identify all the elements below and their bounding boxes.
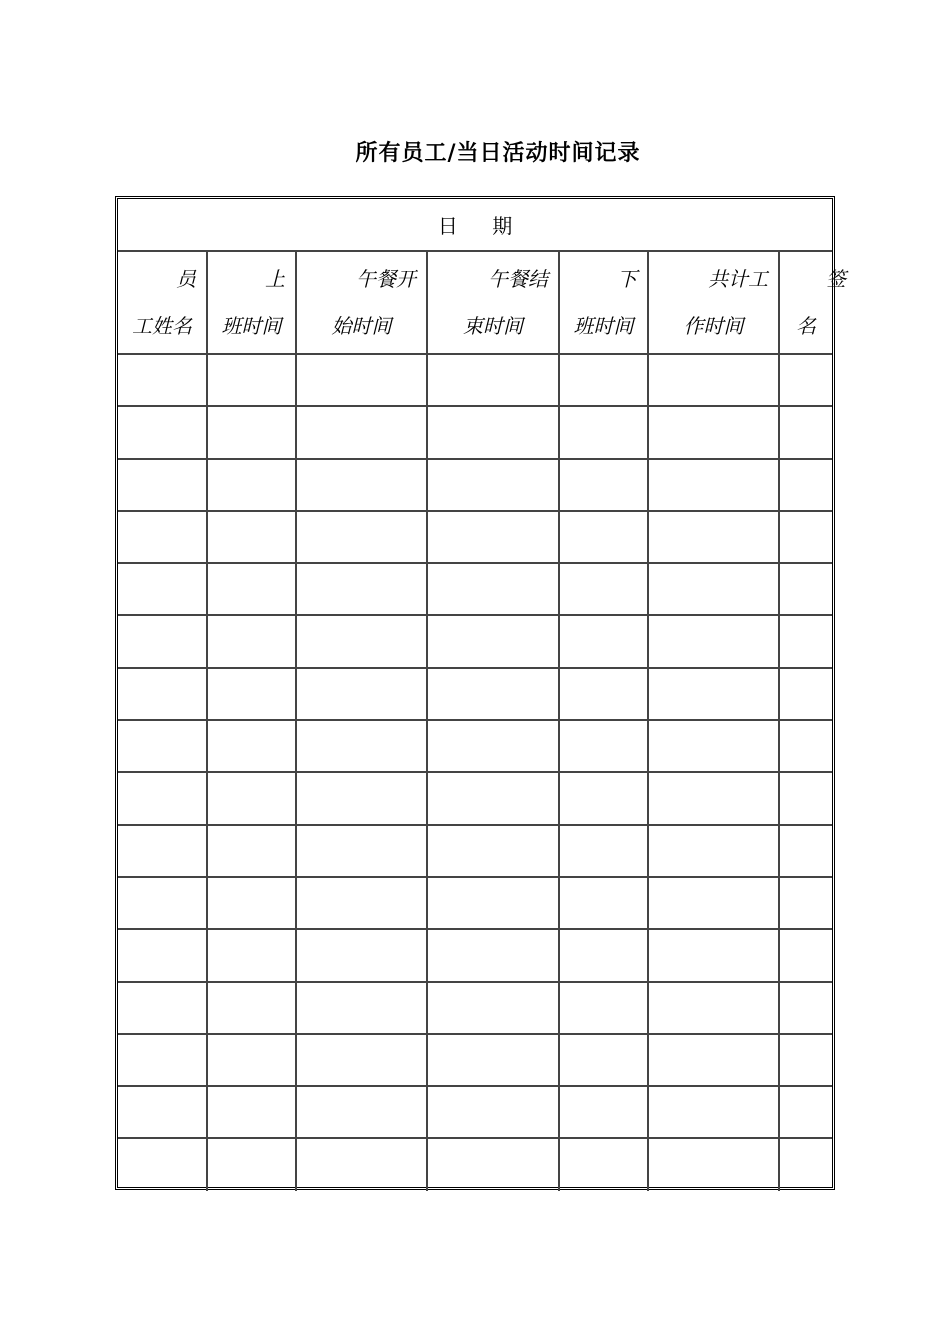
clock-out-cell[interactable] (559, 877, 648, 929)
table-row (118, 877, 832, 929)
header-lunch-start-time (296, 251, 427, 354)
table-row (118, 354, 832, 406)
lunch-start-cell[interactable] (296, 615, 427, 667)
header-line: 午餐开 (356, 267, 416, 291)
total-work-time-cell[interactable] (648, 877, 779, 929)
header-line: 上 (265, 267, 285, 291)
header-line: 作时间 (683, 314, 744, 338)
header-line: 下 (617, 267, 637, 291)
table-row (118, 668, 832, 720)
employee-name-cell[interactable] (118, 877, 207, 929)
clock-in-cell[interactable] (207, 1034, 296, 1086)
clock-in-cell[interactable] (207, 615, 296, 667)
employee-name-cell[interactable] (118, 459, 207, 511)
total-work-time-cell[interactable] (648, 982, 779, 1034)
header-line: 班时间 (221, 314, 282, 338)
lunch-end-cell[interactable] (427, 1086, 559, 1138)
employee-name-cell[interactable] (118, 354, 207, 406)
clock-in-cell[interactable] (207, 459, 296, 511)
header-line: 班时间 (573, 314, 634, 338)
signature-cell[interactable] (779, 1138, 832, 1190)
signature-cell[interactable] (779, 563, 832, 615)
total-work-time-cell[interactable] (648, 668, 779, 720)
lunch-start-cell[interactable] (296, 668, 427, 720)
clock-out-cell[interactable] (559, 1138, 648, 1190)
clock-out-cell[interactable] (559, 406, 648, 458)
total-work-time-cell[interactable] (648, 615, 779, 667)
clock-out-cell[interactable] (559, 615, 648, 667)
table-row (118, 772, 832, 824)
total-work-time-cell[interactable] (648, 772, 779, 824)
header-line: 始时间 (331, 314, 392, 338)
employee-name-cell[interactable] (118, 406, 207, 458)
lunch-start-cell[interactable] (296, 772, 427, 824)
clock-in-cell[interactable] (207, 825, 296, 877)
header-line: 束时间 (463, 314, 523, 338)
signature-cell[interactable] (779, 825, 832, 877)
header-line: 工姓名 (132, 314, 192, 338)
lunch-start-cell[interactable] (296, 929, 427, 981)
signature-cell[interactable] (779, 1034, 832, 1086)
clock-out-cell[interactable] (559, 459, 648, 511)
lunch-end-cell[interactable] (427, 1034, 559, 1086)
clock-out-cell[interactable] (559, 982, 648, 1034)
table-row (118, 406, 832, 458)
lunch-end-cell[interactable] (427, 406, 559, 458)
total-work-time-cell[interactable] (648, 354, 779, 406)
employee-name-cell[interactable] (118, 825, 207, 877)
lunch-start-cell[interactable] (296, 354, 427, 406)
lunch-end-cell[interactable] (427, 825, 559, 877)
header-line: 名 (796, 314, 817, 338)
signature-cell[interactable] (779, 511, 832, 563)
employee-name-cell[interactable] (118, 1034, 207, 1086)
table-row (118, 720, 832, 772)
header-clock-out-time (559, 251, 648, 354)
clock-in-cell[interactable] (207, 929, 296, 981)
lunch-end-cell[interactable] (427, 615, 559, 667)
header-total-work-time (648, 251, 779, 354)
total-work-time-cell[interactable] (648, 563, 779, 615)
record-rows (118, 354, 832, 1191)
total-work-time-cell[interactable] (648, 825, 779, 877)
clock-out-cell[interactable] (559, 772, 648, 824)
total-work-time-cell[interactable] (648, 1138, 779, 1190)
total-work-time-cell[interactable] (648, 1034, 779, 1086)
signature-cell[interactable] (779, 982, 832, 1034)
total-work-time-cell[interactable] (648, 1086, 779, 1138)
table-row (118, 929, 832, 981)
lunch-end-cell[interactable] (427, 563, 559, 615)
lunch-end-cell[interactable] (427, 877, 559, 929)
lunch-end-cell[interactable] (427, 668, 559, 720)
lunch-end-cell[interactable] (427, 459, 559, 511)
clock-in-cell[interactable] (207, 982, 296, 1034)
signature-cell[interactable] (779, 615, 832, 667)
employee-name-cell[interactable] (118, 511, 207, 563)
clock-in-cell[interactable] (207, 563, 296, 615)
employee-name-cell[interactable] (118, 772, 207, 824)
employee-name-cell[interactable] (118, 563, 207, 615)
signature-cell[interactable] (779, 1086, 832, 1138)
clock-out-cell[interactable] (559, 720, 648, 772)
table-row (118, 982, 832, 1034)
header-signature (779, 251, 846, 354)
header-clock-in-time (207, 251, 296, 354)
employee-name-cell[interactable] (118, 1086, 207, 1138)
clock-out-cell[interactable] (559, 1034, 648, 1086)
signature-cell[interactable] (779, 720, 832, 772)
table-row (118, 1086, 832, 1138)
employee-name-cell[interactable] (118, 720, 207, 772)
lunch-start-cell[interactable] (296, 1034, 427, 1086)
lunch-start-cell[interactable] (296, 720, 427, 772)
table-row (118, 1034, 832, 1086)
lunch-end-cell[interactable] (427, 720, 559, 772)
clock-out-cell[interactable] (559, 668, 648, 720)
lunch-end-cell[interactable] (427, 982, 559, 1034)
clock-in-cell[interactable] (207, 1086, 296, 1138)
date-cell[interactable] (118, 199, 832, 251)
total-work-time-cell[interactable] (648, 511, 779, 563)
lunch-end-cell[interactable] (427, 354, 559, 406)
employee-name-cell[interactable] (118, 615, 207, 667)
clock-in-cell[interactable] (207, 406, 296, 458)
page-title: 所有员工/当日活动时间记录 (355, 140, 641, 166)
lunch-start-cell[interactable] (296, 563, 427, 615)
clock-in-cell[interactable] (207, 772, 296, 824)
lunch-end-cell[interactable] (427, 1138, 559, 1190)
signature-cell[interactable] (779, 459, 832, 511)
lunch-start-cell[interactable] (296, 1138, 427, 1190)
total-work-time-cell[interactable] (648, 406, 779, 458)
clock-in-cell[interactable] (207, 720, 296, 772)
table-row (118, 563, 832, 615)
lunch-end-cell[interactable] (427, 511, 559, 563)
activity-time-record-form (115, 196, 846, 1190)
clock-out-cell[interactable] (559, 1086, 648, 1138)
clock-out-cell[interactable] (559, 511, 648, 563)
signature-cell[interactable] (779, 668, 832, 720)
lunch-start-cell[interactable] (296, 982, 427, 1034)
clock-in-cell[interactable] (207, 354, 296, 406)
table-row (118, 511, 832, 563)
header-row (118, 251, 832, 354)
signature-cell[interactable] (779, 354, 832, 406)
lunch-start-cell[interactable] (296, 1086, 427, 1138)
lunch-start-cell[interactable] (296, 511, 427, 563)
employee-name-cell[interactable] (118, 668, 207, 720)
header-line: 员 (176, 267, 196, 291)
table-row (118, 615, 832, 667)
employee-name-cell[interactable] (118, 929, 207, 981)
total-work-time-cell[interactable] (648, 929, 779, 981)
lunch-end-cell[interactable] (427, 772, 559, 824)
time-record-table (118, 199, 846, 1191)
employee-name-cell[interactable] (118, 982, 207, 1034)
header-line: 午餐结 (488, 267, 548, 291)
clock-in-cell[interactable] (207, 511, 296, 563)
lunch-start-cell[interactable] (296, 825, 427, 877)
clock-in-cell[interactable] (207, 877, 296, 929)
clock-in-cell[interactable] (207, 1138, 296, 1190)
clock-out-cell[interactable] (559, 354, 648, 406)
date-label: 日 期 (437, 214, 527, 238)
header-employee-name (118, 251, 207, 354)
total-work-time-cell[interactable] (648, 720, 779, 772)
signature-cell[interactable] (779, 877, 832, 929)
lunch-start-cell[interactable] (296, 877, 427, 929)
clock-out-cell[interactable] (559, 929, 648, 981)
lunch-start-cell[interactable] (296, 459, 427, 511)
clock-out-cell[interactable] (559, 563, 648, 615)
table-row (118, 825, 832, 877)
date-row (118, 199, 832, 251)
table-row (118, 459, 832, 511)
lunch-start-cell[interactable] (296, 406, 427, 458)
signature-cell[interactable] (779, 772, 832, 824)
header-line: 共计工 (708, 267, 768, 291)
signature-cell[interactable] (779, 929, 832, 981)
clock-out-cell[interactable] (559, 825, 648, 877)
header-lunch-end-time (427, 251, 559, 354)
total-work-time-cell[interactable] (648, 459, 779, 511)
clock-in-cell[interactable] (207, 668, 296, 720)
signature-cell[interactable] (779, 406, 832, 458)
header-line: 签 (826, 267, 846, 291)
lunch-end-cell[interactable] (427, 929, 559, 981)
table-row (118, 1138, 832, 1190)
employee-name-cell[interactable] (118, 1138, 207, 1190)
